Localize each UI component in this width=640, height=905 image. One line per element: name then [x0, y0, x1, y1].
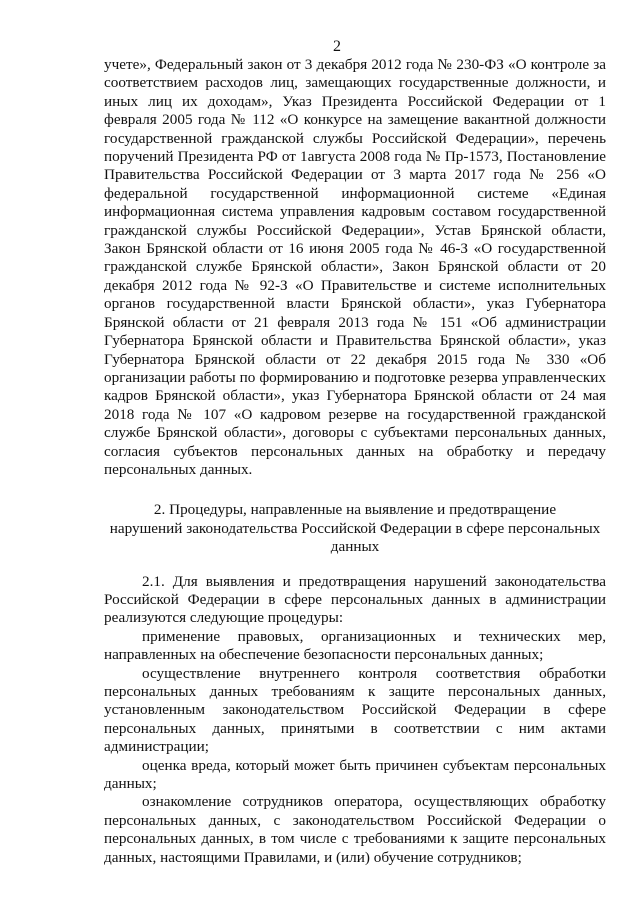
list-item: применение правовых, организационных и технических мер, направленных на обеспечение безопасности персональных данных; [104, 627, 606, 664]
list-item: ознакомление сотрудников оператора, осуществляющих обработку персональных данных, с законодательством Российской Федерации о персональных данных, в том числе с требованиями к защите персональных данных, настоящими Правилами, и (или) обучение сотрудников; [104, 793, 606, 866]
section-title-line: 2. Процедуры, направленные на выявление и предотвращение [153, 501, 557, 519]
section-title [104, 501, 606, 556]
section-title-line: нарушений законодательства Российской Федерации в сфере персональных [109, 519, 601, 537]
list-item: осуществление внутреннего контроля соответствия обработки персональных данных требованиям к защите персональных данных, установленным законодательством Российской Федерации в сфере персональных данных, принятыми в соответствии с ним актами администрации; [104, 664, 606, 756]
intro-paragraph: учете», Федеральный закон от 3 декабря 2012 года № 230-ФЗ «О контроле за соответствием расходов лиц, замещающих государственные должности, и иных лиц их доходам», Указ Президента Российской Федерации от 1 февраля 2005 года № 112 «О конкурсе на замещение вакантной должности государственной гражданской службы Российской Федерации», перечень поручений Президента РФ от 1августа 2008 года № Пр-1573, Постановление Правительства Российской Федерации от 3 марта 2017 года № 256 «О федеральной государственной информационной системе «Единая информационная система управления кадровым составом государственной гражданской службы Российской Федерации», Устав Брянской области, Закон Брянской области от 16 июня 2005 года № 46-З «О государственной гражданской службе Брянской области», Закон Брянской области от 20 декабря 2012 года № 92-З «О Правительстве и системе исполнительных органов государственной власти Брянской области», указ Губернатора Брянской области от 21 февраля 2013 года № 151 «Об администрации Губернатора Брянской области и Правительства Брянской области», указ Губернатора Брянской области от 22 декабря 2015 года № 330 «Об организации работы по формированию и подготовке резерва управленческих кадров Брянской области», указ Губернатора Брянской области от 24 мая 2018 года № 107 «О кадровом резерве на государственной гражданской службе Брянской области», договоры с субъектами персональных данных, согласия субъектов персональных данных на обработку и передачу персональных данных. [104, 56, 606, 478]
page-number: 2 [333, 38, 341, 55]
list-item: оценка вреда, который может быть причинен субъектам персональных данных; [104, 756, 606, 793]
clause-2-1: 2.1. Для выявления и предотвращения нарушений законодательства Российской Федерации в сфере персональных данных в администрации реализуются следующие процедуры: [104, 572, 606, 627]
section-title-line: данных [330, 538, 380, 556]
